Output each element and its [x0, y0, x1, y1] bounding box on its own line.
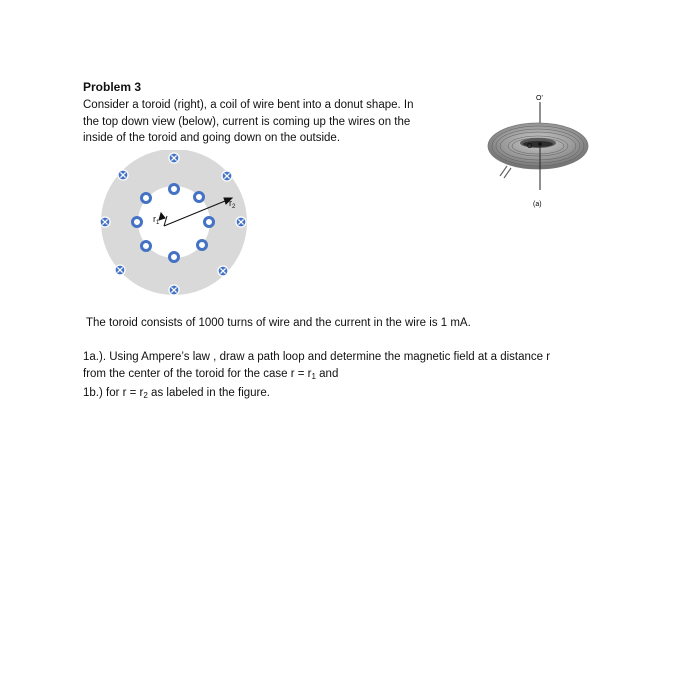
question-line-1: 1a.). Using Ampere’s law , draw a path loop and determine the magnetic field at a distance r: [83, 351, 551, 363]
label-r2: $r_2$: [229, 198, 236, 210]
wire-out-of-page-marker: [142, 242, 151, 251]
wire-into-page-marker: [222, 171, 232, 181]
toroid-3d-figure: [485, 88, 595, 210]
question-block: [83, 349, 643, 405]
wire-into-page-marker: [236, 217, 246, 227]
axis-label: O': [536, 95, 543, 102]
problem-intro: [83, 97, 483, 147]
wire-out-of-page-marker: [195, 193, 204, 202]
center-point: [538, 142, 542, 146]
problem-statement: The toroid consists of 1000 turns of wire and the current in the wire is 1 mA.: [86, 317, 471, 329]
wire-out-of-page-marker: [133, 218, 142, 227]
intro-line: Consider a toroid (right), a coil of wire bent into a donut shape. In: [83, 99, 414, 111]
wire-into-page-marker: [118, 170, 128, 180]
question-line-2: from the center of the toroid for the case $r = r_1$ and: [83, 367, 339, 381]
wire-into-page-marker: [100, 217, 110, 227]
lead-wires: [500, 166, 511, 178]
toroid-top-view: [95, 150, 255, 300]
figure-caption: (a): [533, 201, 542, 208]
problem-title: Problem 3: [83, 80, 142, 94]
question-line-3: 1b.) for $r = r_2$ as labeled in the figure.: [83, 387, 270, 400]
intro-line: inside of the toroid and going down on the outside.: [83, 132, 341, 144]
wire-out-of-page-marker: [205, 218, 214, 227]
wire-out-of-page-marker: [170, 253, 179, 262]
wire-out-of-page-marker: [142, 194, 151, 203]
wire-into-page-marker: [115, 265, 125, 275]
center-label: O: [527, 143, 533, 150]
wire-into-page-marker: [218, 266, 228, 276]
wire-out-of-page-marker: [170, 185, 179, 194]
wire-into-page-marker: [169, 285, 179, 295]
wire-into-page-marker: [169, 153, 179, 163]
wire-out-of-page-marker: [198, 241, 207, 250]
intro-line: the top down view (below), current is coming up the wires on the: [83, 115, 411, 128]
label-r1: $r_1$: [153, 214, 160, 226]
